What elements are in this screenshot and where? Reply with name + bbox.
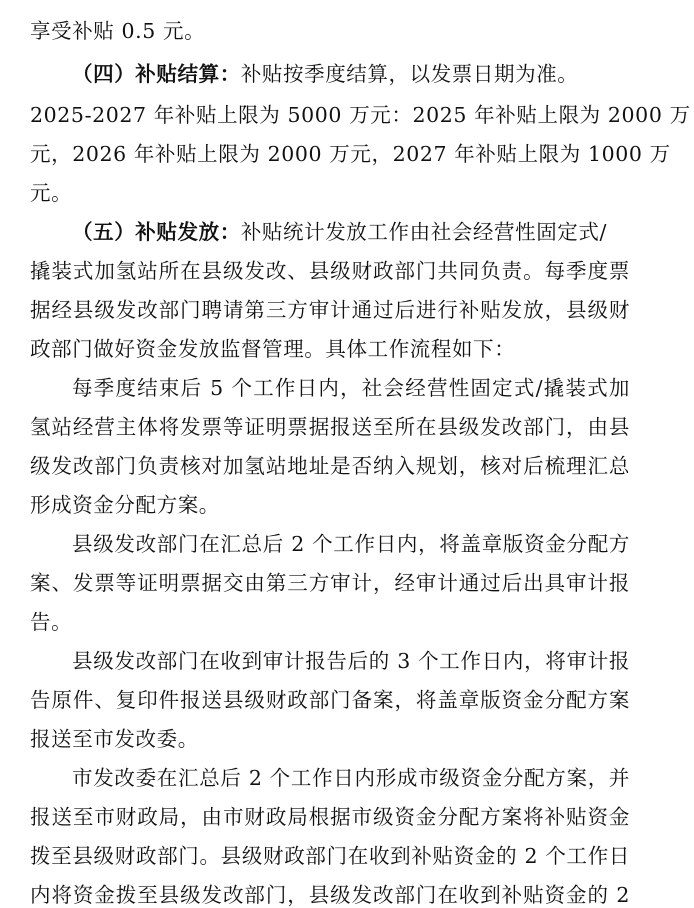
text-line: 2025-2027 年补贴上限为 5000 万元：2025 年补贴上限为 2000 万 — [30, 103, 691, 127]
text-line: 告原件、复印件报送县级财政部门备案，将盖章版资金分配方案 — [30, 688, 630, 712]
text-line: 政部门做好资金发放监督管理。具体工作流程如下： — [30, 337, 516, 361]
text-line: 告。 — [30, 610, 73, 634]
text-line: 县级发改部门在汇总后 2 个工作日内，将盖章版资金分配方 — [72, 532, 630, 556]
text-line: 级发改部门负责核对加氢站地址是否纳入规划，核对后梳理汇总 — [30, 454, 630, 478]
section-5-heading: （五）补贴发放： — [72, 220, 241, 244]
text-line: 报送至市发改委。 — [30, 727, 199, 751]
text-line: 县级发改部门在收到审计报告后的 3 个工作日内，将审计报 — [72, 649, 630, 673]
text-line: 元，2026 年补贴上限为 2000 万元，2027 年补贴上限为 1000 万 — [30, 142, 671, 166]
text-line: 拨至县级财政部门。县级财政部门在收到补贴资金的 2 个工作日 — [30, 844, 630, 868]
text-line: 内将资金拨至县级发改部门，县级发改部门在收到补贴资金的 2 — [30, 883, 630, 907]
text-line: 享受补贴 0.5 元。 — [30, 19, 206, 43]
section-5-text: 补贴统计发放工作由社会经营性固定式/ — [240, 220, 608, 244]
text-line: 元。 — [30, 181, 73, 205]
text-line: 案、发票等证明票据交由第三方审计，经审计通过后出具审计报 — [30, 571, 630, 595]
text-line: 氢站经营主体将发票等证明票据报送至所在县级发改部门，由县 — [30, 415, 630, 439]
text-line: 每季度结束后 5 个工作日内，社会经营性固定式/撬装式加 — [72, 376, 630, 400]
text-line: 形成资金分配方案。 — [30, 493, 220, 517]
section-4-heading: （四）补贴结算： — [72, 62, 241, 86]
text-line: 据经县级发改部门聘请第三方审计通过后进行补贴发放，县级财 — [30, 298, 630, 322]
text-line: 报送至市财政局，由市财政局根据市级资金分配方案将补贴资金 — [30, 805, 630, 829]
text-line: 撬装式加氢站所在县级发改、县级财政部门共同负责。每季度票 — [30, 259, 630, 283]
section-5-line — [72, 219, 630, 245]
section-4-text: 补贴按季度结算，以发票日期为准。 — [240, 62, 579, 86]
section-4-line — [72, 61, 630, 87]
text-line: 市发改委在汇总后 2 个工作日内形成市级资金分配方案，并 — [72, 766, 630, 790]
